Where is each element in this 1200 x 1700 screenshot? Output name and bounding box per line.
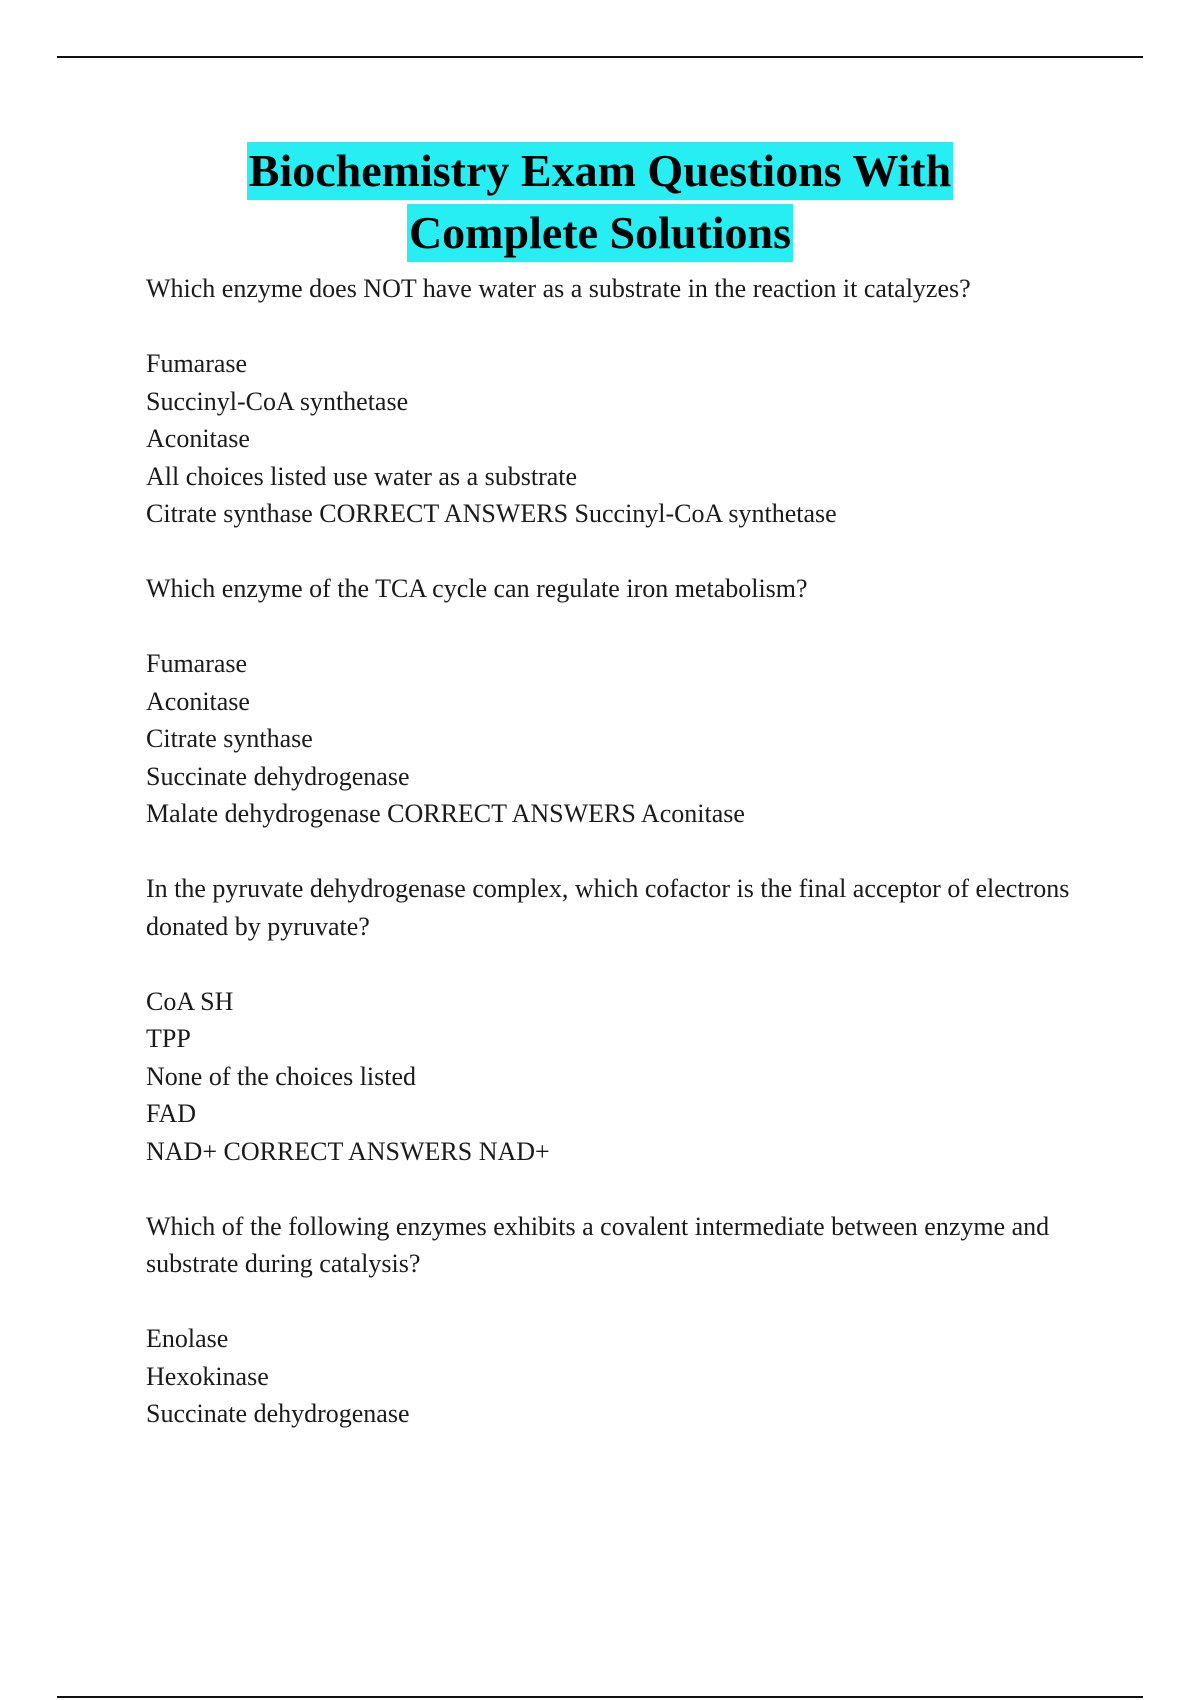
document-title — [0, 140, 1200, 264]
question-text: Which enzyme of the TCA cycle can regulate iron metabolism? — [146, 574, 808, 603]
answer-option: CoA SH — [146, 986, 234, 1016]
answer-option: Aconitase — [146, 686, 250, 716]
answer-option: FAD — [146, 1099, 197, 1128]
answer-option: Succinate dehydrogenase — [146, 1399, 410, 1428]
question-block — [146, 870, 1086, 1170]
answer-option-with-answer: Citrate synthase CORRECT ANSWERS Succinyl-CoA synthetase — [146, 499, 837, 528]
answer-option: None of the choices listed — [146, 1061, 417, 1091]
question-block — [146, 270, 1086, 533]
answer-option-with-answer: NAD+ CORRECT ANSWERS NAD+ — [146, 1136, 550, 1166]
title-line-2: Complete Solutions — [407, 204, 793, 262]
answer-option: Aconitase — [146, 424, 250, 453]
answer-option: All choices listed use water as a substrate — [146, 461, 578, 491]
answer-option-with-answer: Malate dehydrogenase CORRECT ANSWERS Aconitase — [146, 799, 745, 828]
question-text: In the pyruvate dehydrogenase complex, which cofactor is the final acceptor of electrons donated by pyruvate? — [146, 874, 1070, 941]
question-text: Which enzyme does NOT have water as a substrate in the reaction it catalyzes? — [146, 274, 971, 303]
answer-option: Enolase — [146, 1324, 229, 1353]
answer-option: Hexokinase — [146, 1361, 269, 1391]
question-block — [146, 1208, 1086, 1433]
document-body — [146, 270, 1086, 1433]
answer-option: Citrate synthase — [146, 724, 313, 753]
answer-option: TPP — [146, 1024, 191, 1053]
question-block — [146, 570, 1086, 833]
bottom-rule — [57, 1696, 1143, 1698]
answer-option: Succinate dehydrogenase — [146, 761, 410, 791]
question-text: Which of the following enzymes exhibits a covalent intermediate between enzyme and substrate during catalysis? — [146, 1211, 1050, 1278]
top-rule — [57, 56, 1143, 58]
title-line-1: Biochemistry Exam Questions With — [247, 142, 953, 200]
answer-option: Fumarase — [146, 649, 248, 678]
answer-option: Succinyl-CoA synthetase — [146, 386, 409, 416]
answer-option: Fumarase — [146, 349, 248, 378]
